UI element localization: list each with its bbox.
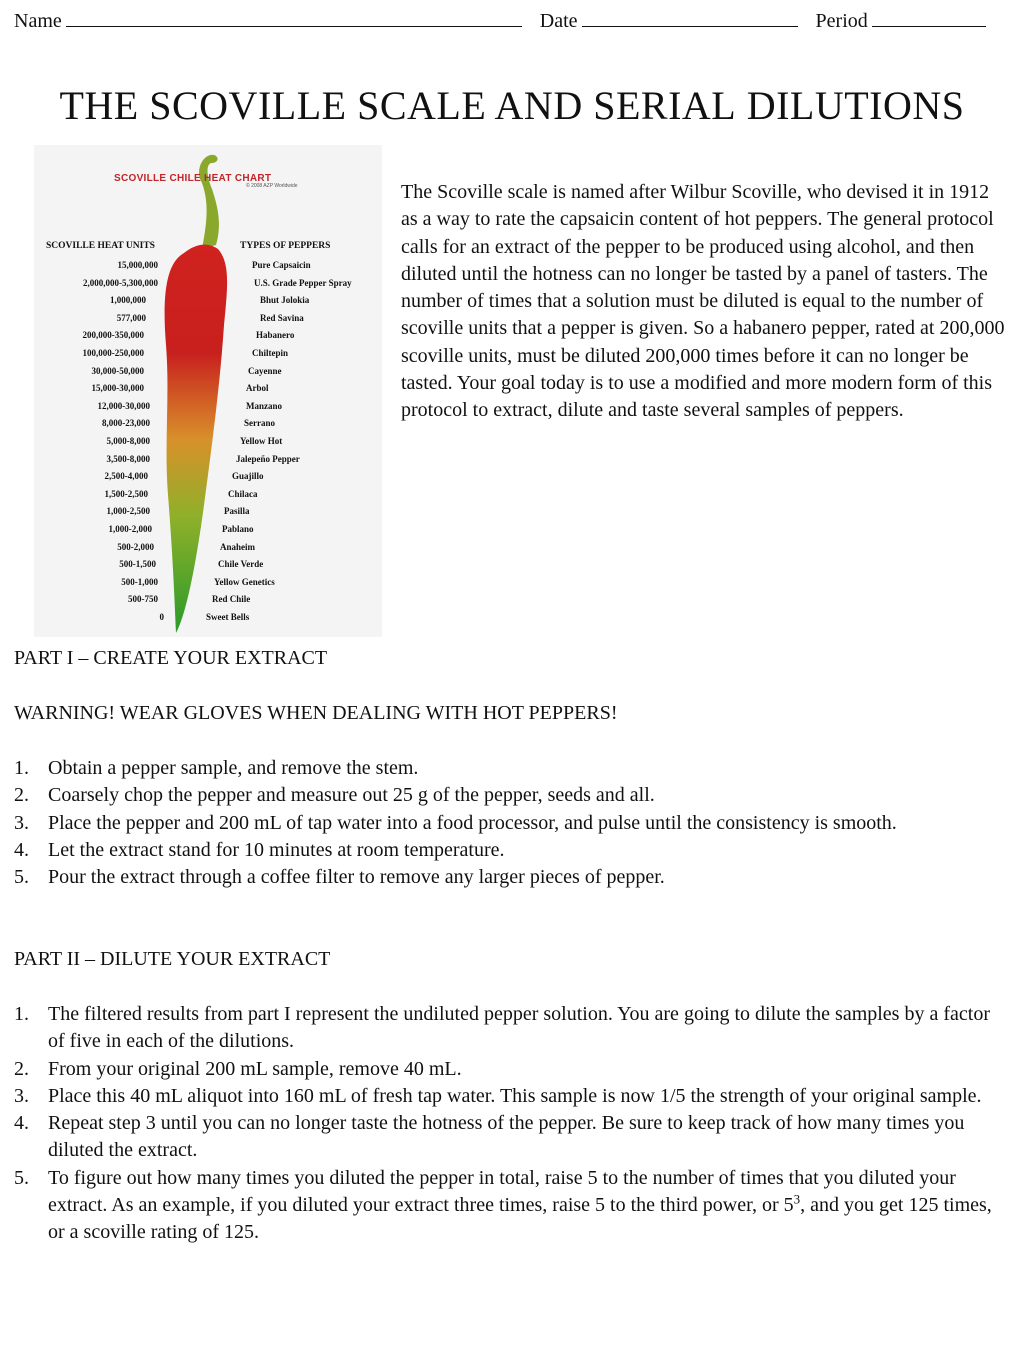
part2-steps [14,1001,1010,1247]
step-number: 5. [14,1166,29,1189]
pepper-type-label: Chiltepin [252,348,289,358]
pepper-type-label: Manzano [246,400,282,411]
scoville-units-value: 1,500-2,500 [104,488,148,499]
step-text: Coarsely chop the pepper and measure out 25 g of the pepper, seeds and all. [48,784,655,807]
pepper-type-label: Sweet Bells [206,612,250,622]
scoville-units-value: 2,000,000-5,300,000 [83,277,158,288]
types-header: TYPES OF PEPPERS [240,241,331,251]
pepper-type-label: Chilaca [228,488,258,499]
exponent: 3 [793,1191,801,1207]
pepper-type-label: Anaheim [220,541,256,552]
pepper-stem [199,155,219,249]
list-item [14,1056,1010,1083]
scoville-chile-heat-chart [34,145,382,637]
part1-warning: WARNING! WEAR GLOVES WHEN DEALING WITH HOT PEPPERS! [14,702,618,724]
scoville-units-value: 577,000 [116,312,146,323]
list-item [14,755,1010,782]
title-letter: T [59,83,85,128]
list-item [14,837,1010,864]
title-letter: D [746,83,777,128]
chart-copyright: © 2008 AZP Worldwide [246,183,298,189]
pepper-type-label: Red Savina [260,312,304,323]
title-letter: S [593,83,616,128]
list-item [14,1165,1010,1247]
period-label: Period [815,10,868,32]
scoville-units-value: 500-750 [128,594,158,605]
scoville-units-value: 8,000-23,000 [102,418,150,429]
part1-heading: PART I – CREATE YOUR EXTRACT [14,647,328,669]
step-text: The filtered results from part I represent the undiluted pepper solution. You are going to dilute the samples by a factor of five in each of the dilutions. [48,1003,990,1053]
title-part: ILUTIONS [776,83,965,128]
step-text: Place this 40 mL aliquot into 160 mL of fresh tap water. This sample is now 1/5 the strength of your original sample. [48,1084,982,1107]
step-text: Pour the extract through a coffee filter to remove any larger pieces of pepper. [48,866,665,889]
scoville-units-value: 5,000-8,000 [106,436,150,446]
list-item [14,810,1010,837]
pepper-type-label: Yellow Hot [240,436,283,446]
pepper-type-label: Jalepeño Pepper [236,453,300,464]
scoville-units-value: 15,000,000 [117,260,158,270]
step-text: From your original 200 mL sample, remove 40 mL. [48,1057,462,1080]
step-number: 4. [14,1112,29,1135]
step-number: 1. [14,757,29,779]
period-field[interactable] [872,8,986,27]
pepper-type-label: Arbol [246,383,269,394]
scoville-units-value: 30,000-50,000 [91,365,144,376]
title-part: CALE AND [379,83,583,128]
step-text-b: , and you get 125 times, or a scoville rating of 125. [48,1194,992,1244]
step-text-a: To figure out how many times you diluted the pepper in total, raise 5 to the number of times that you diluted your extract. As an example, if you diluted your extract three times, raise 5 to the third power, or 5 [48,1166,956,1217]
scoville-units-value: 3,500-8,000 [106,453,150,464]
pepper-type-label: Yellow Genetics [214,576,275,587]
list-item [14,1110,1010,1165]
step-number: 3. [14,1084,29,1107]
scoville-units-value: 0 [159,612,164,622]
date-label: Date [539,10,578,32]
scoville-units-value: 1,000,000 [110,295,146,306]
part2-heading: PART II – DILUTE YOUR EXTRACT [14,948,331,970]
intro-paragraph: The Scoville scale is named after Wilbur Scoville, who devised it in 1912 as a way to rate the capsaicin content of hot peppers. The general protocol calls for an extract of the pepper to be produced using alcohol, and then diluted until the hotness can no longer be tasted by a panel of tasters. The number of times that a solution must be diluted is equal to the number of scoville units that a pepper is given. So a habanero pepper, rated at 200,000 scoville units, must be diluted 200,000 times before it can no longer be tasted. Your goal today is to use a modified and more modern form of this protocol to extract, dilute and taste several samples of peppers. [401,181,1005,422]
pepper-type-label: Habanero [256,330,295,341]
step-number: 1. [14,1003,29,1025]
pepper-type-label: Bhut Jolokia [260,295,310,306]
name-field[interactable] [66,8,522,27]
pepper-type-label: Serrano [244,418,275,429]
title-letter: S [149,83,172,128]
list-item [14,1083,1010,1110]
part1-steps [14,755,1010,891]
list-item [14,864,1010,891]
title-letter: S [357,83,380,128]
step-number: 5. [14,866,29,889]
scoville-units-value: 500-1,500 [119,559,156,570]
scoville-units-value: 200,000-350,000 [82,330,144,341]
scoville-units-value: 100,000-250,000 [82,348,144,358]
scoville-units-value: 500-1,000 [121,576,158,587]
step-number: 3. [14,811,29,834]
step-text: Place the pepper and 200 mL of tap water into a food processor, and pulse until the consistency is smooth. [48,811,897,834]
scoville-units-value: 1,000-2,000 [108,524,152,534]
pepper-type-label: Red Chile [212,594,251,605]
list-item [14,1001,1010,1056]
step-text: Let the extract stand for 10 minutes at room temperature. [48,838,505,861]
pepper-type-label: Pablano [222,524,254,534]
step-number: 4. [14,838,29,861]
scoville-units-value: 1,000-2,500 [106,506,150,517]
page-title [0,82,1024,129]
title-part: HE [84,83,139,128]
pepper-type-label: U.S. Grade Pepper Spray [254,277,352,288]
scoville-units-value: 500-2,000 [117,541,154,552]
pepper-type-label: Pasilla [224,506,250,517]
title-part: COVILLE [171,83,347,128]
pepper-type-label: Cayenne [248,365,282,376]
pepper-body [165,245,228,633]
step-number: 2. [14,1057,29,1080]
step-text: Repeat step 3 until you can no longer taste the hotness of the pepper. Be sure to keep track of how many times you diluted the extract. [48,1112,965,1162]
pepper-type-label: Guajillo [232,471,264,482]
step-text: Obtain a pepper sample, and remove the stem. [48,757,419,779]
date-field[interactable] [582,8,798,27]
scoville-units-value: 12,000-30,000 [97,400,150,411]
scoville-units-value: 2,500-4,000 [104,471,148,482]
pepper-type-label: Chile Verde [218,559,264,570]
scoville-units-value: 15,000-30,000 [91,383,144,394]
list-item [14,782,1010,809]
header-fields [14,8,986,33]
name-label: Name [14,10,62,32]
units-header: SCOVILLE HEAT UNITS [46,241,155,251]
step-number: 2. [14,784,29,807]
title-part: ERIAL [615,83,737,128]
chart-title: SCOVILLE CHILE HEAT CHART [114,173,272,184]
pepper-type-label: Pure Capsaicin [252,260,311,270]
